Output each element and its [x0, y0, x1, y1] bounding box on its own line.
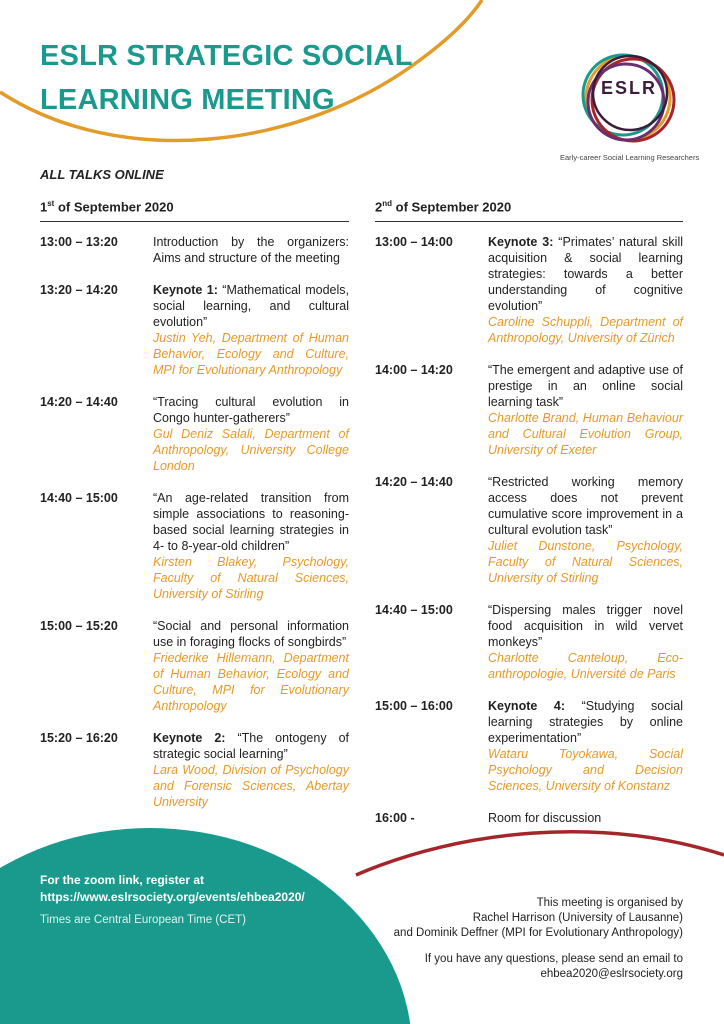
talk-description: [488, 474, 683, 586]
speaker-affiliation: Charlotte Canteloup, Eco-anthropologie, Université de Paris: [488, 651, 683, 681]
keynote-label: Keynote 1:: [153, 283, 218, 297]
talk-title: “The emergent and adaptive use of prestige in an online social learning task”: [488, 363, 683, 409]
talk-description: [488, 698, 683, 794]
talk-time: 14:20 – 14:40: [40, 395, 118, 409]
speaker-affiliation: Gul Deniz Salali, Department of Anthropology, University College London: [153, 427, 349, 473]
talk-description: [153, 618, 349, 714]
talk-description: [488, 362, 683, 458]
day-1-heading: 1st of September 2020: [40, 199, 349, 222]
day-2-heading: 2nd of September 2020: [375, 199, 683, 222]
keynote-label: Keynote 3:: [488, 235, 554, 249]
speaker-affiliation: Wataru Toyokawa, Social Psychology and Decision Sciences, University of Konstanz: [488, 747, 683, 793]
teal-circle: [0, 828, 412, 1024]
logo-text: ESLR: [600, 78, 657, 98]
speaker-affiliation: Caroline Schuppli, Department of Anthropology, University of Zürich: [488, 315, 683, 345]
talk-title: “Restricted working memory access does not prevent cumulative score improvement in a cultural evolution task”: [488, 475, 683, 537]
schedule-row: [375, 474, 683, 586]
schedule-row: [40, 282, 349, 378]
schedule-row: [40, 394, 349, 474]
talk-title: Room for discussion: [488, 811, 602, 825]
speaker-affiliation: Charlotte Brand, Human Behaviour and Cultural Evolution Group, University of Exeter: [488, 411, 683, 457]
talk-description: [153, 234, 349, 266]
talk-title: “Studying social learning strategies by online experimentation”: [488, 699, 683, 745]
talk-description: [488, 810, 683, 826]
talk-description: [153, 490, 349, 602]
contact-email[interactable]: ehbea2020@eslrsociety.org: [540, 968, 683, 980]
talk-description: [153, 282, 349, 378]
talk-title: “Tracing cultural evolution in Congo hunter-gatherers”: [153, 395, 349, 425]
talk-title: Introduction by the organizers: Aims and structure of the meeting: [153, 235, 349, 265]
talk-time: 13:00 – 13:20: [40, 235, 118, 249]
talk-time: 14:40 – 15:00: [40, 491, 118, 505]
speaker-affiliation: Justin Yeh, Department of Human Behavior, Ecology and Culture, MPI for Evolutionary Anthropology: [153, 331, 349, 377]
talk-time: 14:20 – 14:40: [375, 475, 453, 489]
logo-tagline: Early-career Social Learning Researchers: [560, 153, 700, 162]
schedule-row: [375, 234, 683, 346]
schedule-row: [40, 490, 349, 602]
talk-time: 13:20 – 14:20: [40, 283, 118, 297]
timezone-note: Times are Central European Time (CET): [40, 914, 247, 926]
day-2-column: [375, 199, 683, 842]
zoom-register-text: For the zoom link, register at https://www.eslrsociety.org/events/ehbea2020/: [40, 873, 305, 904]
talk-time: 13:00 – 14:00: [375, 235, 453, 249]
schedule-row: [40, 730, 349, 810]
talk-time: 15:20 – 16:20: [40, 731, 118, 745]
page-title: [40, 34, 413, 122]
schedule-row: [40, 618, 349, 714]
talk-title: “An age-related transition from simple associations to reasoning-based social learning strategies in 4- to 8-year-old children”: [153, 491, 349, 553]
schedule-row: [375, 698, 683, 794]
talk-time: 15:00 – 15:20: [40, 619, 118, 633]
talk-time: 14:40 – 15:00: [375, 603, 453, 617]
schedule-row: [375, 602, 683, 682]
talk-title: “Dispersing males trigger novel food acquisition in wild vervet monkeys”: [488, 603, 683, 649]
day-2-schedule: [375, 234, 683, 826]
zoom-register-link[interactable]: https://www.eslrsociety.org/events/ehbea2020/: [40, 890, 305, 904]
day-1-schedule: [40, 234, 349, 810]
schedule-row: [40, 234, 349, 266]
keynote-label: Keynote 2:: [153, 731, 226, 745]
speaker-affiliation: Lara Wood, Division of Psychology and Forensic Sciences, Abertay University: [153, 763, 349, 809]
talk-title: “Primates’ natural skill acquisition & social learning strategies: towards a better understanding of cognitive evolution”: [488, 235, 684, 313]
schedule-row: [375, 810, 683, 826]
keynote-label: Keynote 4:: [488, 699, 566, 713]
title-line-2: LEARNING MEETING: [40, 84, 335, 116]
talk-time: 16:00 -: [375, 811, 415, 825]
talk-title: “The ontogeny of strategic social learning”: [153, 731, 349, 761]
talk-description: [488, 234, 683, 346]
all-talks-online-label: ALL TALKS ONLINE: [40, 167, 164, 182]
speaker-affiliation: Friederike Hillemann, Department of Human Behavior, Ecology and Culture, MPI for Evolutionary Anthropology: [153, 651, 349, 713]
talk-time: 14:00 – 14:20: [375, 363, 453, 377]
talk-description: [488, 602, 683, 682]
talk-time: 15:00 – 16:00: [375, 699, 453, 713]
talk-title: “Social and personal information use in foraging flocks of songbirds”: [153, 619, 349, 649]
talk-title: “Mathematical models, social learning, and cultural evolution”: [153, 283, 350, 329]
speaker-affiliation: Juliet Dunstone, Psychology, Faculty of Natural Sciences, University of Stirling: [488, 539, 683, 585]
zoom-info: [40, 872, 340, 926]
day-1-column: [40, 199, 349, 826]
talk-description: [153, 730, 349, 810]
speaker-affiliation: Kirsten Blakey, Psychology, Faculty of Natural Sciences, University of Stirling: [153, 555, 349, 601]
title-line-1: ESLR STRATEGIC SOCIAL: [40, 40, 413, 72]
schedule-row: [375, 362, 683, 458]
talk-description: [153, 394, 349, 474]
organiser-info: This meeting is organised by Rachel Harrison (University of Lausanne) and Dominik Deffner (MPI for Evolutionary Anthropology) If you have any questions, please send an email to ehbea2020@eslrsociety.org: [353, 896, 683, 982]
